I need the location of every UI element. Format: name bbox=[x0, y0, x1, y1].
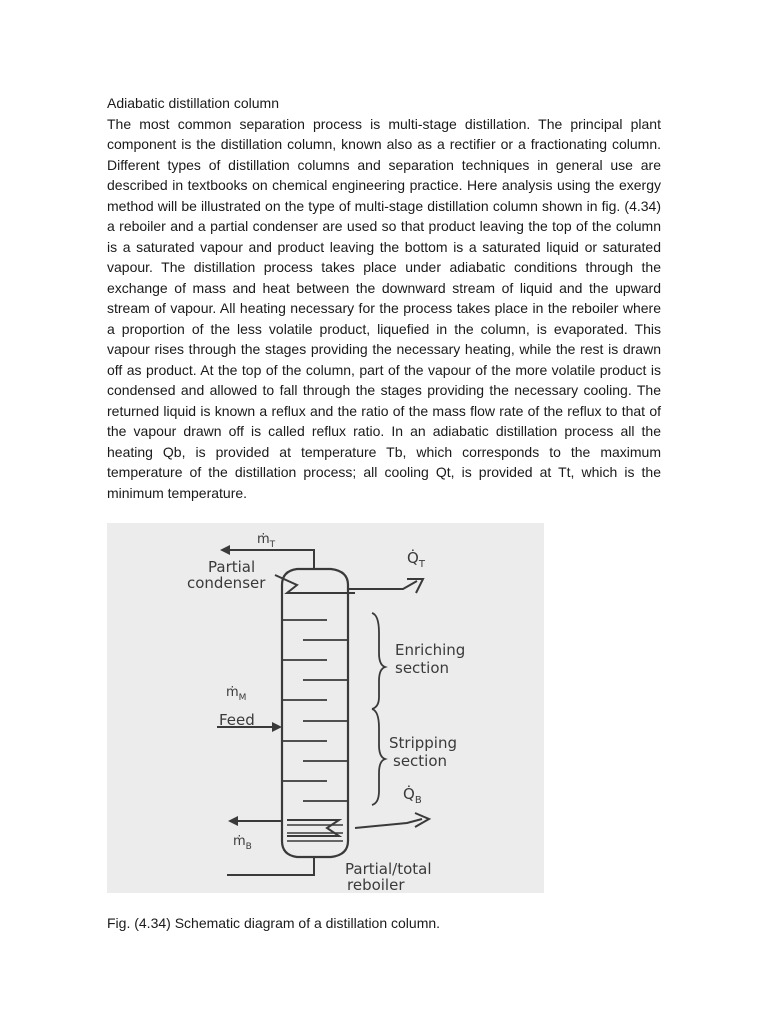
stripping-trays bbox=[282, 721, 348, 801]
figure-caption: Fig. (4.34) Schematic diagram of a distillation column. bbox=[107, 915, 441, 931]
heat-in-bottom-line bbox=[355, 819, 422, 828]
bottom-product-arrow bbox=[228, 816, 238, 826]
feed-label: Feed bbox=[219, 711, 255, 729]
top-product-arrow bbox=[220, 545, 230, 555]
reboiler-label-line1: Partial/total bbox=[345, 860, 432, 878]
distillation-column-figure bbox=[107, 523, 544, 893]
stripping-section-label: section bbox=[393, 752, 448, 770]
distillation-column-diagram bbox=[107, 523, 544, 893]
heat-top-label: $Q̇_T$ bbox=[407, 549, 425, 570]
section-heading: Adiabatic distillation column bbox=[107, 95, 279, 111]
top-flow-label: ṁ$_T$ bbox=[257, 532, 276, 550]
partial-label: Partial bbox=[208, 558, 256, 576]
enriching-trays bbox=[282, 620, 348, 700]
condenser-label: condenser bbox=[187, 574, 266, 592]
bottom-flow-label: ṁ$_B$ bbox=[233, 834, 252, 852]
enriching-label: Enriching bbox=[395, 641, 466, 659]
body-paragraph: The most common separation process is multi-stage distillation. The principal plant component is the distillation column, known also as a rectifier or a fractionating column. Different types of distillation columns and separation techniques in general use are described in textbooks on chemical engineering practice. Here analysis using the exergy method will be illustrated on the type of multi-stage distillation column shown in fig. (4.34) a reboiler and a partial condenser are used so that product leaving the top of the column is a saturated vapour and product leaving the bottom is a saturated liquid or saturated vapour. The distillation process takes place under adiabatic conditions through the exchange of mass and heat between the downward stream of liquid and the upward stream of vapour. All heating necessary for the process takes place in the reboiler where a proportion of the less volatile product, liquefied in the column, is evaporated. This vapour rises through the stages providing the necessary heating, while the rest is drawn off as product. At the top of the column, part of the vapour of the more volatile product is condensed and allowed to fall through the stages providing the necessary cooling. The returned liquid is known a reflux and the ratio of the mass flow rate of the reflux to that of the vapour drawn off is called reflux ratio. In an adiabatic distillation process all the heating Qb, is provided at temperature Tb, which corresponds to the maximum temperature of the distillation process; all cooling Qt, is provided at Tt, which is the minimum temperature. bbox=[107, 115, 661, 501]
stripping-brace bbox=[372, 709, 385, 805]
heat-bottom-label: $Q̇_B$ bbox=[403, 785, 422, 806]
enriching-brace bbox=[372, 613, 385, 709]
reboiler-label-line2: reboiler bbox=[347, 876, 405, 893]
feed-flow-label: ṁ$_M$ bbox=[226, 685, 247, 703]
bottom-drain-line bbox=[227, 857, 314, 875]
column-shell bbox=[282, 569, 348, 857]
heat-out-top-line bbox=[348, 581, 417, 589]
enriching-section-label: section bbox=[395, 659, 450, 677]
condenser-coil bbox=[275, 575, 355, 593]
stripping-label: Stripping bbox=[389, 734, 457, 752]
feed-arrow bbox=[272, 722, 282, 732]
